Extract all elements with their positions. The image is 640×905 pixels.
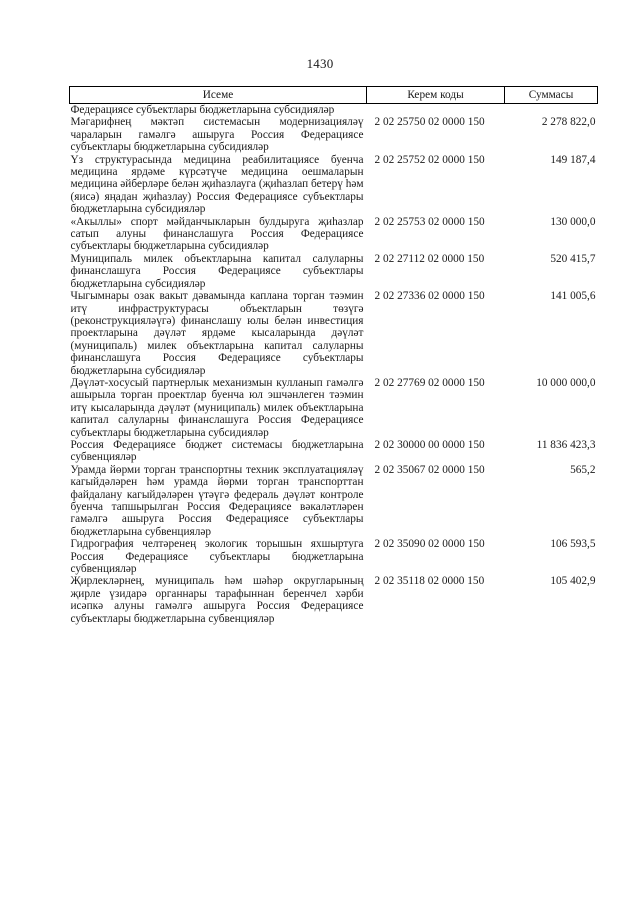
row-sum: 10 000 000,0 [536,376,596,389]
row-sum: 520 415,7 [550,252,596,265]
row-name: «Акыллы» спорт мәйданчыкларын булдыруга җиһазлар сатып алуны финанслашуга Россия Федерациясе субъектлары бюджетларына субсидияләр [70,215,364,253]
row-name: Россия Федерациясе бюджет системасы бюджетларына субвенцияләр [70,438,364,464]
row-sum: 106 593,5 [550,538,596,551]
row-sum [505,104,598,117]
table-row [70,216,598,253]
table-row [70,154,598,216]
row-name: Муниципаль милек объектларына капитал салуларны финанслашуга Россия Федерациясе субъектлары бюджетларына субсидияләр [70,252,364,290]
row-sum: 11 836 423,3 [536,438,596,451]
table-row [70,538,598,575]
table-row [70,439,598,464]
budget-table [69,86,598,625]
table-row [70,116,598,153]
row-sum: 141 005,6 [550,290,596,303]
row-sum: 105 402,9 [550,575,596,588]
row-code: 2 02 35067 02 0000 150 [374,463,485,476]
row-sum: 130 000,0 [550,215,596,228]
header-code: Керем коды [367,87,505,104]
row-name: Федерациясе субъектлары бюджетларына субсидияләр [70,104,335,116]
row-sum: 149 187,4 [550,153,596,166]
table-row [70,377,598,439]
row-code: 2 02 35118 02 0000 150 [374,575,485,588]
row-code: 2 02 25753 02 0000 150 [374,215,485,228]
row-name: Җирлекләрнең, муниципаль һәм шәһәр округларының җирле үзидарә органнары тарафыннан беренчел хәрби исәпкә алуны гамәлгә ашыруга Россия Федерациясе субъектлары бюджетларына субвенцияләр [70,575,364,625]
row-sum: 2 278 822,0 [541,116,596,129]
row-code: 2 02 27112 02 0000 150 [374,252,485,265]
row-code: 2 02 25752 02 0000 150 [374,153,485,166]
row-name: Чыгымнары озак вакыт дәвамында каплана торган тәэмин итү инфраструктурасы объектларын төзүгә (реконструкцияләүгә) финанслашу юлы белән инвестиция проектларына дәүләт ярдәме кысаларында дәүләт (муниципаль) милек объектларына капитал салуларны финанслашуга Россия Федерациясе субъектлары бюджетларына субсидияләр [70,290,364,377]
page-number: 1430 [306,56,334,71]
table-row [70,464,598,538]
header-name: Исеме [70,87,367,104]
row-name: Дәүләт-хосусый партнерлык механизмын кулланып гамәлгә ашырыла торган проектлар буенча юл эшчәнлеген тәэмин итү кысаларында дәүләт (муниципаль) милек объектларына капитал салуларны финанслашуга Россия Федерациясе субъектлары бюджетларына субсидияләр [70,376,364,439]
row-name: Урамда йөрми торган транспортны техник эксплуатацияләү кагыйдәләрен һәм урамда йөрми торган транспорттан файдалану кагыйдәләрен үтәүгә федераль дәүләт контроле буенча тапшырылган Россия Федерациясе вәкаләтләрен гамәлгә ашыруга Россия Федерациясе субъектлары бюджетларына субвенцияләр [70,463,364,538]
table-row [70,104,598,117]
row-name: Гидрография челтәренең экологик торышын яхшыртуга Россия Федерациясе субъектлары бюджетларына субвенцияләр [70,538,364,576]
row-sum: 565,2 [570,463,596,476]
table-row [70,290,598,377]
row-code [367,104,505,117]
row-name: Мәгарифнең мәктәп системасын модернизацияләү чараларын гамәлгә ашыруга Россия Федерациясе субъектлары бюджетларына субсидияләр [70,116,364,154]
header-sum: Суммасы [505,87,598,104]
row-code: 2 02 35090 02 0000 150 [374,538,485,551]
row-code: 2 02 27336 02 0000 150 [374,290,485,303]
row-name: Үз структурасында медицина реабилитациясе буенча медицина ярдәме күрсәтүче медицина оешмаларын медицина әйберләре белән җиһазлауга (җиһазлап бетерү һәм (яисә) яңадан җиһазлау) Россия Федерациясе субъектлары бюджетларына субсидияләр [70,153,364,216]
row-code: 2 02 27769 02 0000 150 [374,376,485,389]
table-row [70,575,598,625]
table-row [70,253,598,290]
row-code: 2 02 25750 02 0000 150 [374,116,485,129]
table-header [70,87,598,104]
row-code: 2 02 30000 00 0000 150 [374,438,485,451]
